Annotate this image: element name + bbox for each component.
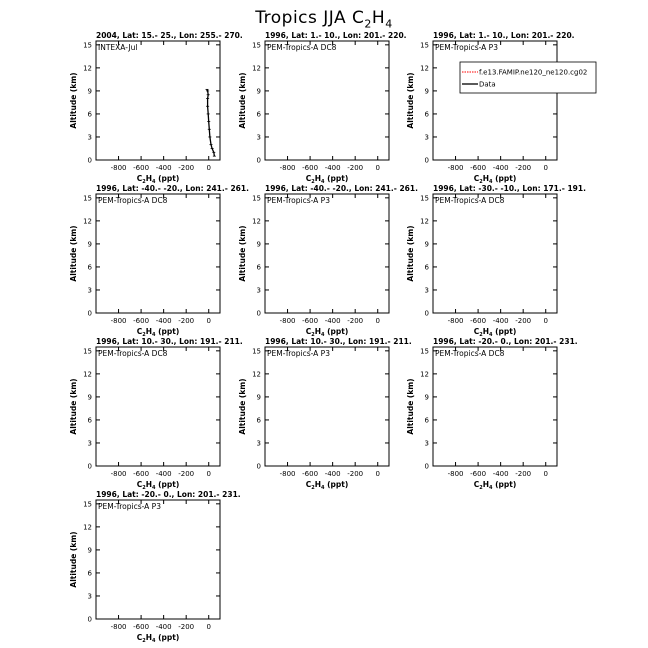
x-label-sub-2: 4 [489,332,493,338]
panel-2 [238,31,407,185]
x-tick-label: -600 [133,164,150,172]
x-axis-label [137,633,180,644]
campaign-label: PEM-Tropics-A P3 [267,196,330,205]
y-tick-label: 12 [252,217,261,226]
x-tick-label: -800 [110,470,127,478]
y-tick-label: 12 [83,523,92,532]
x-label-mid: H [482,174,489,183]
y-tick-label: 6 [87,110,92,119]
x-label-main: C [473,327,480,336]
x-tick-label: -600 [302,317,319,325]
x-label-mid: H [482,327,489,336]
x-tick-label: -800 [279,317,296,325]
y-tick-label: 15 [83,41,92,50]
plot-frame [433,41,557,160]
y-tick-label: 15 [420,347,429,356]
x-tick-label: -200 [178,164,195,172]
y-tick-label: 9 [424,87,429,96]
x-label-mid: H [314,327,321,336]
x-tick-label: -200 [347,164,364,172]
title-sub-2: 4 [385,17,393,31]
y-tick-label: 12 [83,370,92,379]
y-tick-label: 9 [87,87,92,96]
x-tick-label: 0 [375,164,380,172]
panel-header: 1996, Lat: -30.- -10., Lon: 171.- 191. [433,184,586,193]
x-tick-label: -200 [178,470,195,478]
plot-frame [265,41,389,160]
x-label-main: C [136,633,143,642]
x-tick-label: -400 [492,317,509,325]
x-tick-label: -200 [178,317,195,325]
x-label-unit: (ppt) [155,174,180,183]
y-tick-label: 15 [252,41,261,50]
y-tick-label: 15 [83,500,92,509]
x-label-unit: (ppt) [324,480,349,489]
y-axis-label: Altitude (km) [69,225,78,282]
x-label-unit: (ppt) [492,327,517,336]
y-tick-label: 12 [252,64,261,73]
x-label-sub-1: 2 [479,485,483,491]
x-tick-label: 0 [543,164,548,172]
x-tick-label: -400 [324,470,341,478]
x-axis-label [306,480,349,491]
panel-3 [406,31,596,185]
y-tick-label: 0 [87,309,92,318]
y-tick-label: 3 [87,286,92,295]
panel-9 [406,337,578,491]
x-label-sub-2: 4 [152,638,156,644]
campaign-label: PEM-Tropics-A P3 [435,43,498,52]
campaign-label: PEM-Tropics-A DC8 [98,196,168,205]
panel-header: 1996, Lat: 1.- 10., Lon: 201.- 220. [433,31,575,40]
x-label-unit: (ppt) [155,327,180,336]
plot-frame [265,347,389,466]
x-tick-label: 0 [543,470,548,478]
x-tick-label: 0 [206,164,211,172]
x-label-main: C [136,174,143,183]
x-label-unit: (ppt) [324,327,349,336]
x-label-main: C [473,174,480,183]
x-tick-label: -800 [447,164,464,172]
x-tick-label: 0 [206,623,211,631]
x-label-mid: H [145,327,152,336]
legend-data-label: Data [479,80,496,89]
y-tick-label: 9 [256,87,261,96]
x-label-unit: (ppt) [492,480,517,489]
y-tick-label: 0 [87,462,92,471]
x-tick-label: -400 [155,317,172,325]
panel-7 [69,337,243,491]
y-tick-label: 0 [256,156,261,165]
panel-8 [238,337,412,491]
x-tick-label: -800 [279,164,296,172]
x-label-sub-1: 2 [311,179,315,185]
x-label-mid: H [145,633,152,642]
x-tick-label: -400 [324,164,341,172]
y-tick-label: 12 [420,217,429,226]
x-tick-label: -800 [447,470,464,478]
y-tick-label: 9 [424,240,429,249]
x-label-unit: (ppt) [155,633,180,642]
panel-10 [69,490,241,644]
plot-frame [433,194,557,313]
x-label-main: C [305,174,312,183]
y-tick-label: 3 [87,592,92,601]
x-tick-label: -200 [515,317,532,325]
campaign-label: PEM-Tropics-A DC8 [98,349,168,358]
x-label-unit: (ppt) [324,174,349,183]
y-tick-label: 12 [83,64,92,73]
x-label-sub-2: 4 [152,485,156,491]
plot-frame [96,500,220,619]
y-tick-label: 12 [83,217,92,226]
y-tick-label: 12 [420,64,429,73]
y-tick-label: 9 [256,240,261,249]
x-label-main: C [136,327,143,336]
x-label-sub-1: 2 [311,485,315,491]
y-tick-label: 9 [87,393,92,402]
y-tick-label: 15 [252,194,261,203]
x-label-main: C [136,480,143,489]
y-tick-label: 3 [424,439,429,448]
y-tick-label: 3 [87,133,92,142]
campaign-label: PEM-Tropics-A DC8 [435,196,505,205]
panel-1 [69,31,243,185]
x-label-sub-1: 2 [311,332,315,338]
campaign-label: PEM-Tropics-A DC8 [435,349,505,358]
panel-header: 1996, Lat: 10.- 30., Lon: 191.- 211. [96,337,243,346]
y-tick-label: 6 [256,110,261,119]
y-axis-label: Altitude (km) [406,225,415,282]
y-tick-label: 15 [420,194,429,203]
x-tick-label: -800 [447,317,464,325]
y-tick-label: 12 [252,370,261,379]
plot-frame [96,41,220,160]
y-tick-label: 0 [87,615,92,624]
x-tick-label: -800 [110,317,127,325]
x-label-unit: (ppt) [155,480,180,489]
y-tick-label: 3 [256,439,261,448]
x-label-sub-1: 2 [142,638,146,644]
title-mid: H [371,8,386,28]
x-label-sub-2: 4 [321,332,325,338]
x-tick-label: -800 [110,164,127,172]
data-series-line [207,89,214,156]
x-tick-label: 0 [375,470,380,478]
x-label-main: C [305,327,312,336]
x-label-sub-2: 4 [489,485,493,491]
x-tick-label: -600 [302,470,319,478]
y-tick-label: 9 [424,393,429,402]
y-axis-label: Altitude (km) [69,378,78,435]
plot-frame [96,347,220,466]
y-tick-label: 15 [83,194,92,203]
panel-6 [406,184,586,338]
y-tick-label: 9 [87,240,92,249]
x-label-sub-1: 2 [142,332,146,338]
x-tick-label: -200 [178,623,195,631]
campaign-label: PEM-Tropics-A P3 [98,502,161,511]
x-tick-label: -800 [110,623,127,631]
panel-header: 1996, Lat: -40.- -20., Lon: 241.- 261. [96,184,249,193]
x-tick-label: -400 [324,317,341,325]
x-tick-label: -600 [133,623,150,631]
campaign-label: PEM-Tropics-A DC8 [267,43,337,52]
y-tick-label: 3 [424,286,429,295]
x-label-sub-2: 4 [321,179,325,185]
x-tick-label: -400 [492,164,509,172]
campaign-label: PEM-Tropics-A P3 [267,349,330,358]
x-tick-label: -600 [133,470,150,478]
y-axis-label: Altitude (km) [406,72,415,129]
x-tick-label: 0 [206,470,211,478]
y-tick-label: 6 [87,416,92,425]
x-tick-label: -600 [302,164,319,172]
y-axis-label: Altitude (km) [238,225,247,282]
x-tick-label: -200 [347,317,364,325]
panel-header: 1996, Lat: 1.- 10., Lon: 201.- 220. [265,31,407,40]
y-tick-label: 15 [83,347,92,356]
x-tick-label: -800 [279,470,296,478]
x-label-mid: H [482,480,489,489]
x-label-mid: H [314,174,321,183]
y-tick-label: 0 [256,309,261,318]
y-tick-label: 9 [87,546,92,555]
x-tick-label: -600 [470,317,487,325]
panel-5 [238,184,418,338]
x-tick-label: -200 [515,164,532,172]
x-label-unit: (ppt) [492,174,517,183]
x-label-main: C [473,480,480,489]
y-tick-label: 6 [424,416,429,425]
y-tick-label: 6 [87,263,92,272]
panel-header: 1996, Lat: -20.- 0., Lon: 201.- 231. [433,337,578,346]
y-tick-label: 0 [424,309,429,318]
x-label-sub-2: 4 [152,179,156,185]
panel-header: 2004, Lat: 15.- 25., Lon: 255.- 270. [96,31,243,40]
y-axis-label: Altitude (km) [69,72,78,129]
y-tick-label: 3 [424,133,429,142]
x-label-main: C [305,480,312,489]
y-tick-label: 0 [256,462,261,471]
panel-header: 1996, Lat: -40.- -20., Lon: 241.- 261. [265,184,418,193]
plot-frame [433,347,557,466]
x-label-sub-1: 2 [142,179,146,185]
y-tick-label: 3 [256,133,261,142]
y-tick-label: 3 [87,439,92,448]
y-tick-label: 6 [87,569,92,578]
x-label-sub-1: 2 [142,485,146,491]
legend-model-label: f.e13.FAMIP.ne120_ne120.cg02 [479,68,588,77]
x-tick-label: 0 [206,317,211,325]
x-tick-label: 0 [543,317,548,325]
y-tick-label: 15 [252,347,261,356]
x-tick-label: 0 [375,317,380,325]
y-axis-label: Altitude (km) [238,72,247,129]
panel-4 [69,184,249,338]
x-tick-label: -400 [155,623,172,631]
title-sub-1: 2 [364,17,372,31]
y-axis-label: Altitude (km) [406,378,415,435]
x-label-sub-1: 2 [479,332,483,338]
x-label-mid: H [145,174,152,183]
x-tick-label: -200 [515,470,532,478]
x-tick-label: -600 [470,164,487,172]
x-tick-label: -400 [492,470,509,478]
y-axis-label: Altitude (km) [69,531,78,588]
y-tick-label: 9 [256,393,261,402]
x-tick-label: -400 [155,470,172,478]
y-tick-label: 6 [424,263,429,272]
y-tick-label: 6 [424,110,429,119]
y-tick-label: 6 [256,263,261,272]
y-tick-label: 0 [87,156,92,165]
title-main: Tropics JJA C [255,8,365,28]
x-label-sub-2: 4 [321,485,325,491]
x-tick-label: -600 [470,470,487,478]
x-label-sub-2: 4 [489,179,493,185]
x-label-mid: H [314,480,321,489]
campaign-label: INTEXA-Jul [98,43,138,52]
plot-frame [96,194,220,313]
x-tick-label: -600 [133,317,150,325]
y-tick-label: 15 [420,41,429,50]
y-tick-label: 12 [420,370,429,379]
x-axis-label [474,480,517,491]
x-tick-label: -400 [155,164,172,172]
x-tick-label: -200 [347,470,364,478]
y-tick-label: 0 [424,156,429,165]
y-tick-label: 0 [424,462,429,471]
x-label-sub-1: 2 [479,179,483,185]
plot-frame [265,194,389,313]
y-tick-label: 6 [256,416,261,425]
y-axis-label: Altitude (km) [238,378,247,435]
x-label-sub-2: 4 [152,332,156,338]
panel-header: 1996, Lat: 10.- 30., Lon: 191.- 211. [265,337,412,346]
y-tick-label: 3 [256,286,261,295]
panel-header: 1996, Lat: -20.- 0., Lon: 201.- 231. [96,490,241,499]
x-label-mid: H [145,480,152,489]
